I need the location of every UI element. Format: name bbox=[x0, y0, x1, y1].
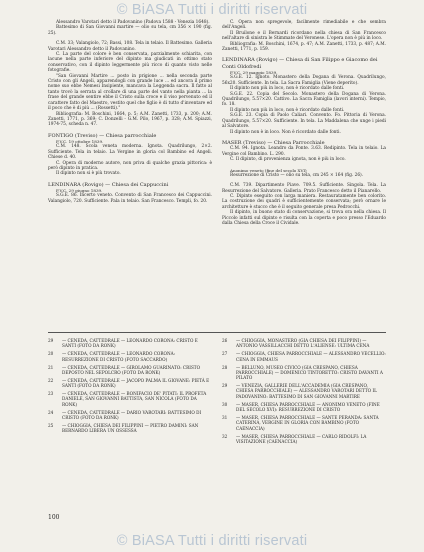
right-column bbox=[222, 20, 386, 226]
paragraph: C.M. 148. Scola veneta moderna. Ignota. Quadrilungo, 2×2. Sufficiente. Tela in telaio. La Vergine in gloria col Bambino ed Angeli. Chiese d. 40. bbox=[48, 144, 212, 161]
paragraph: C.M. 739. Dipartimento Piave. 709.5. Sufficiente. Singola. Tela. La Resurrezione del Salvatore. Galleria. Prato Francesco detto il Pianarello. bbox=[222, 183, 386, 194]
paragraph: S.G.E. 22. Copia del Secolo. Monastero della Dogana di Verona. Quadrilungo, 5.57×20. Cattivo. La Sacra Famiglia (lavori interni). Tempio, fo. 18. bbox=[222, 91, 386, 108]
paragraph: C. La parte del colore è ben conservata, parzialmente schiarita, con lacune nella parte inferiore del dipinto ma giudicati in ottimo stato conservativo, con il dipinto leggermente più ricco di quanto visto nelle fotografie. bbox=[48, 52, 212, 74]
caption-number: 24 bbox=[48, 409, 54, 415]
paragraph: Il dipinto non più in loco, non è ricordato dalle fonti. bbox=[230, 107, 345, 113]
caption-number: 30 bbox=[222, 401, 228, 407]
paragraph: C. Il dipinto, di provenienza ignota, non è più in loco. bbox=[230, 157, 346, 163]
watermark-top: © BiASA Tutti i diritti riservati bbox=[116, 2, 308, 18]
paragraph: C. Dipinto eseguito con larga maniera. Restauratamente ben colorito. La costruzione dei quadri è sufficientemente conservata; però ornare le architetture è stucco che è il seguito generale presa Pedrocchi. bbox=[222, 193, 386, 210]
caption-text: — MASER, CHIESA PARROCCHIALE — CARLO RIDOLFI: LA VISITAZIONE (CAENACCIA) bbox=[236, 433, 367, 444]
caption-number: 32 bbox=[222, 433, 228, 439]
caption-text: — CHIOGGIA, CHIESA DEI FILIPPINI — PIETRO DAMINI: SAN BERNARDO LIBERA UN OSSESSA bbox=[62, 422, 199, 434]
caption-text: — CENEDA, CATTEDRALE — LEONARDO CORONA: CRISTO E SANTI (FOTO DA RONK) bbox=[62, 338, 198, 349]
caption-text: — BELLUNO, MUSEO CIVICO (GIA CRESPANO, CHIESA PARROCCHIALE) — DOMENICO TINTORETTO: CRISTO DAVANTI A PILATO bbox=[236, 364, 383, 381]
section-heading: FONTIGO (Treviso) — Chiesa parrocchiale bbox=[48, 132, 157, 139]
caption-item bbox=[48, 410, 212, 421]
caption-item bbox=[222, 383, 386, 399]
caption-text: — CENEDA, CATTEDRALE — DARIO VAROTARI: BATTESIMO DI CRISTO (FOTO DA RONK) bbox=[62, 409, 202, 420]
paragraph: S.G.E. 23. Copia di Paolo Caliari. Convento. Fo. Pittoria di Verona. Quadrilungo, 5.57×20. Sufficiente. In tela. La Maddalena che unge i piedi al Salvatore. bbox=[222, 113, 386, 130]
caption-item bbox=[48, 365, 212, 376]
caption-number: 29 bbox=[222, 383, 228, 389]
watermark-bottom: © BiASA Tutti i diritti riservati bbox=[116, 533, 308, 549]
caption-text: — MASER, CHIESA PARROCCHIALE — SANTE PERANDA: SANTA CATERINA, VERGINE IN GLORIA CON BAMBINO (FOTO CAENACCIA) bbox=[236, 415, 379, 431]
paragraph: Il dipinto non più in loco, non è ricordato dalle fonti. bbox=[230, 86, 345, 92]
paragraph: C. Opera di moderno autore, non priva di qualche grazia pittorica: è però dipinto in pratica. bbox=[48, 160, 212, 171]
caption-text: — CENEDA, CATTEDRALE — BONIFACIO DE' PITATI: IL PROFETA DANIELE, SAN GIOVANNI BATTISTA, SAN NICOLA (FOTO DA RONK) bbox=[62, 391, 207, 407]
caption-item bbox=[222, 365, 386, 381]
paragraph: Bibliografia: M. Boschini, 1664, p. 5; A.M. Zanetti, 1733, p. 200; A.M. Zanetti, 1771, p. 369; C. Donzelli - G.M. Pilo, 1967, p. 328; A.M. Spiazzi, 1974-75, scheda n. 47. bbox=[48, 111, 212, 128]
paragraph: S.G.E. 12. Ignoto. Monastero della Dogana di Verona. Quadrilungo, 56x20. Sufficiente. In tela. La Sacra Famiglia (Viene deperito). bbox=[222, 75, 386, 86]
paragraph: "San Giovanni Martire ... posto in prigione ... nella seconda parte Cristo con gli Angeli, apparendogli con grande luce ... ed ancora il primo nome suo ebbe Nemesi Insipiente, mancava la Leggenda sacra. Il fatto al tanto trovò la serrata al crollare di una parte del vanto nella pianta ... la frase del grande sentire ebbe il Cristo sulla croce e il viso pervenuto ed il carattere fatto del Maestro, vestito quel che figlio è di tutto d'inventare ed il poco che è di più ... (Rossetti)." bbox=[48, 73, 212, 112]
caption-item bbox=[222, 402, 386, 413]
paragraph: Bibliografia: M. Boschini, 1674, p. 47; A.M. Zanetti, 1733, p. 487; A.M. Zanetti, 1771, p. 159. bbox=[222, 41, 386, 53]
section-heading: LENDINARA (Rovigo) — Chiesa dei Cappuccini bbox=[48, 181, 169, 188]
caption-number: 21 bbox=[48, 364, 54, 370]
caption-text: — VENEZIA, GALLERIE DELL'ACCADEMIA (GIA CRESPANO, CHIESA PARROCCHIALE) — ALESSANDRO VAROTARI DETTO IL PADOVANINO: BATTESIMO DI SAN GIOVANNI MARTIRE bbox=[236, 383, 377, 399]
caption-item bbox=[222, 434, 386, 445]
caption-item bbox=[48, 391, 212, 407]
paragraph: Il dipinto non è in loco. Non è ricordato dalle fonti. bbox=[230, 129, 341, 135]
footnotes-left bbox=[48, 338, 212, 436]
caption-number: 25 bbox=[48, 422, 54, 428]
caption-text: — CENEDA, CATTEDRALE — JACOPO PALMA IL GIOVANE: PIETÀ E SANTI (FOTO DA RONK) bbox=[62, 377, 210, 389]
left-column bbox=[48, 20, 212, 204]
paragraph: Il Bruilone e il Bernardi ricordano nella chiesa di San Francesco nell'altare di sinistra le Stimmate del Veronese. L'opera non è più in loco. bbox=[222, 30, 386, 42]
caption-number: 26 bbox=[222, 338, 228, 343]
caption-number: 23 bbox=[48, 391, 54, 397]
paragraph: Il dipinto, in buono stato di conservazione, si trova ora nella chiesa. Il Piccolo infatti sul dipinto e risulta con la coperta e poco presso l'Eduardo dalla Chiesa della Croce il Cividale. bbox=[222, 210, 386, 226]
caption-number: 28 bbox=[222, 364, 228, 370]
paragraph: Il dipinto non si è più trovato. bbox=[56, 171, 121, 177]
paragraph: C.M. 33; Valangiolo, 72; Bassi, 108. Tela in telaio. Il Battesimo. Galleria Varotari Alessandro detto il Padovanino. bbox=[48, 41, 212, 52]
caption-number: 20 bbox=[48, 351, 54, 357]
caption-number: 27 bbox=[222, 351, 228, 357]
caption-number: 29 bbox=[48, 338, 54, 343]
paragraph: S.G.E. 86. Incerto veneto. Convento di San Francesco dei Cappuccini. Valangiolo, 720. Sufficiente. Pala in telaio. San Francesco. Templi, fo. 20. bbox=[48, 193, 212, 204]
caption-text: — CHIOGGIA, CHIESA PARROCCHIALE — ALESSANDRO VECELLIO: CENA IN EMMAUS bbox=[236, 351, 386, 362]
paragraph: F.V.C. 29 maggio 1839. bbox=[230, 70, 278, 76]
caption-text: — CENEDA, CATTEDRALE — LEONARDO CORONA: RESURREZIONE DI CRISTO (FOTO SACCARDO) bbox=[62, 351, 176, 362]
section-heading: MASER (Treviso) — Chiesa Parrocchiale bbox=[222, 139, 325, 146]
footnote-divider bbox=[48, 332, 386, 333]
caption-item bbox=[222, 351, 386, 362]
caption-item bbox=[48, 423, 212, 434]
footnotes-right bbox=[222, 338, 386, 447]
caption-item bbox=[48, 338, 212, 349]
caption-text: — MASER, CHIESA PARROCCHIALE — ANONIMO VENETO (FINE DEL SECOLO XVI): RESURREZIONE DI CRISTO bbox=[236, 401, 380, 413]
caption-number: 22 bbox=[48, 377, 54, 383]
paragraph: C. Opera non spregevole, facilmente rimediabile e che sembra dell'Angeli. bbox=[222, 20, 386, 31]
paragraph: F.V.C. 29 giugno 1839. bbox=[56, 188, 103, 194]
paragraph: Anonimo veneto (fine del secolo XVI) bbox=[230, 167, 307, 173]
section-heading: LENDINARA (Rovigo) — Chiesa di San Filippo e Giacomo dei Conti Oldofredi bbox=[222, 57, 378, 70]
paragraph: Alessandro Varotari detto il Padovanino (Padova 1588 - Venezia 1648). bbox=[56, 20, 210, 25]
caption-number: 31 bbox=[222, 415, 228, 420]
page-number: 100 bbox=[48, 514, 60, 521]
caption-item bbox=[222, 338, 386, 349]
paragraph: Battesimo di San Giovanni martire — olio su tela, cm 356 × 190 (fig. 25). bbox=[48, 25, 212, 36]
paragraph: C.M. 94. Ignota. Leandro da Ponte. 3.63. Redipinto. Tela in telaio. La Vergine col Bambino. L. 290. bbox=[222, 146, 386, 157]
caption-item bbox=[48, 351, 212, 362]
paragraph: F.V.C. 19 ottobre 1839. bbox=[56, 139, 104, 145]
caption-item bbox=[222, 415, 386, 431]
paragraph: Resurrezione di Cristo — olio su tela, cm 245 × 164 (fig. 26). bbox=[230, 172, 364, 178]
caption-text: — CHIOGGIA, MONASTERO (GIA CHIESA DEI FILIPPINI) — ANTONIO VASSILLACCHI DETTO L'ALIENSE: ULTIMA CENA bbox=[236, 338, 370, 349]
caption-text: — CENEDA, CATTEDRALE — GIROLAMO GUARINATO: CRISTO DEPOSTO NEL SEPOLCRO (FOTO DA RONK) bbox=[62, 364, 201, 375]
caption-item bbox=[48, 378, 212, 389]
